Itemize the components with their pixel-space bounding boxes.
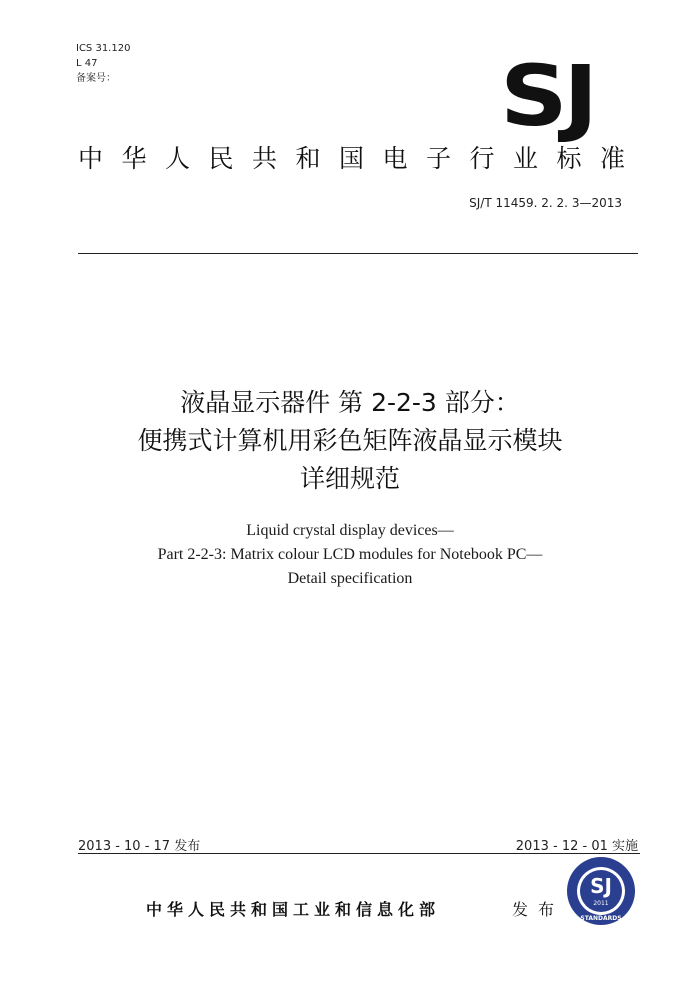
chinese-title-line-3: 详细规范 bbox=[299, 464, 400, 493]
standards-seal-icon bbox=[565, 855, 637, 927]
issue-date: 2013 - 10 - 17 发布 bbox=[78, 839, 201, 854]
sj-logo: SJ bbox=[500, 47, 594, 145]
classification-code: L 47 bbox=[76, 58, 98, 69]
standard-number: SJ/T 11459. 2. 2. 3—2013 bbox=[469, 196, 622, 210]
issuing-authority: 中华人民共和国工业和信息化部 bbox=[146, 900, 441, 919]
top-divider bbox=[78, 253, 638, 254]
seal-year: 2011 bbox=[593, 900, 609, 907]
implementation-date: 2013 - 12 - 01 实施 bbox=[515, 839, 638, 854]
chinese-title-line-2: 便携式计算机用彩色矩阵液晶显示模块 bbox=[137, 426, 563, 455]
bottom-divider bbox=[78, 853, 640, 854]
chinese-title-line-1: 液晶显示器件 第 2-2-3 部分： bbox=[180, 388, 520, 417]
seal-logo-text: SJ bbox=[590, 874, 612, 898]
english-title-line-1: Liquid crystal display devices— bbox=[246, 522, 454, 539]
record-number-label: 备案号： bbox=[76, 73, 116, 84]
standard-category-title: 中华人民共和国电子行业标准 bbox=[78, 144, 644, 173]
english-title-line-2: Part 2-2-3: Matrix colour LCD modules for Notebook PC— bbox=[157, 546, 543, 563]
seal-ring-text: STANDARDS bbox=[580, 915, 622, 922]
publish-label: 发布 bbox=[512, 900, 565, 919]
ics-code: ICS 31.120 bbox=[76, 43, 131, 54]
english-title-line-3: Detail specification bbox=[287, 570, 413, 587]
